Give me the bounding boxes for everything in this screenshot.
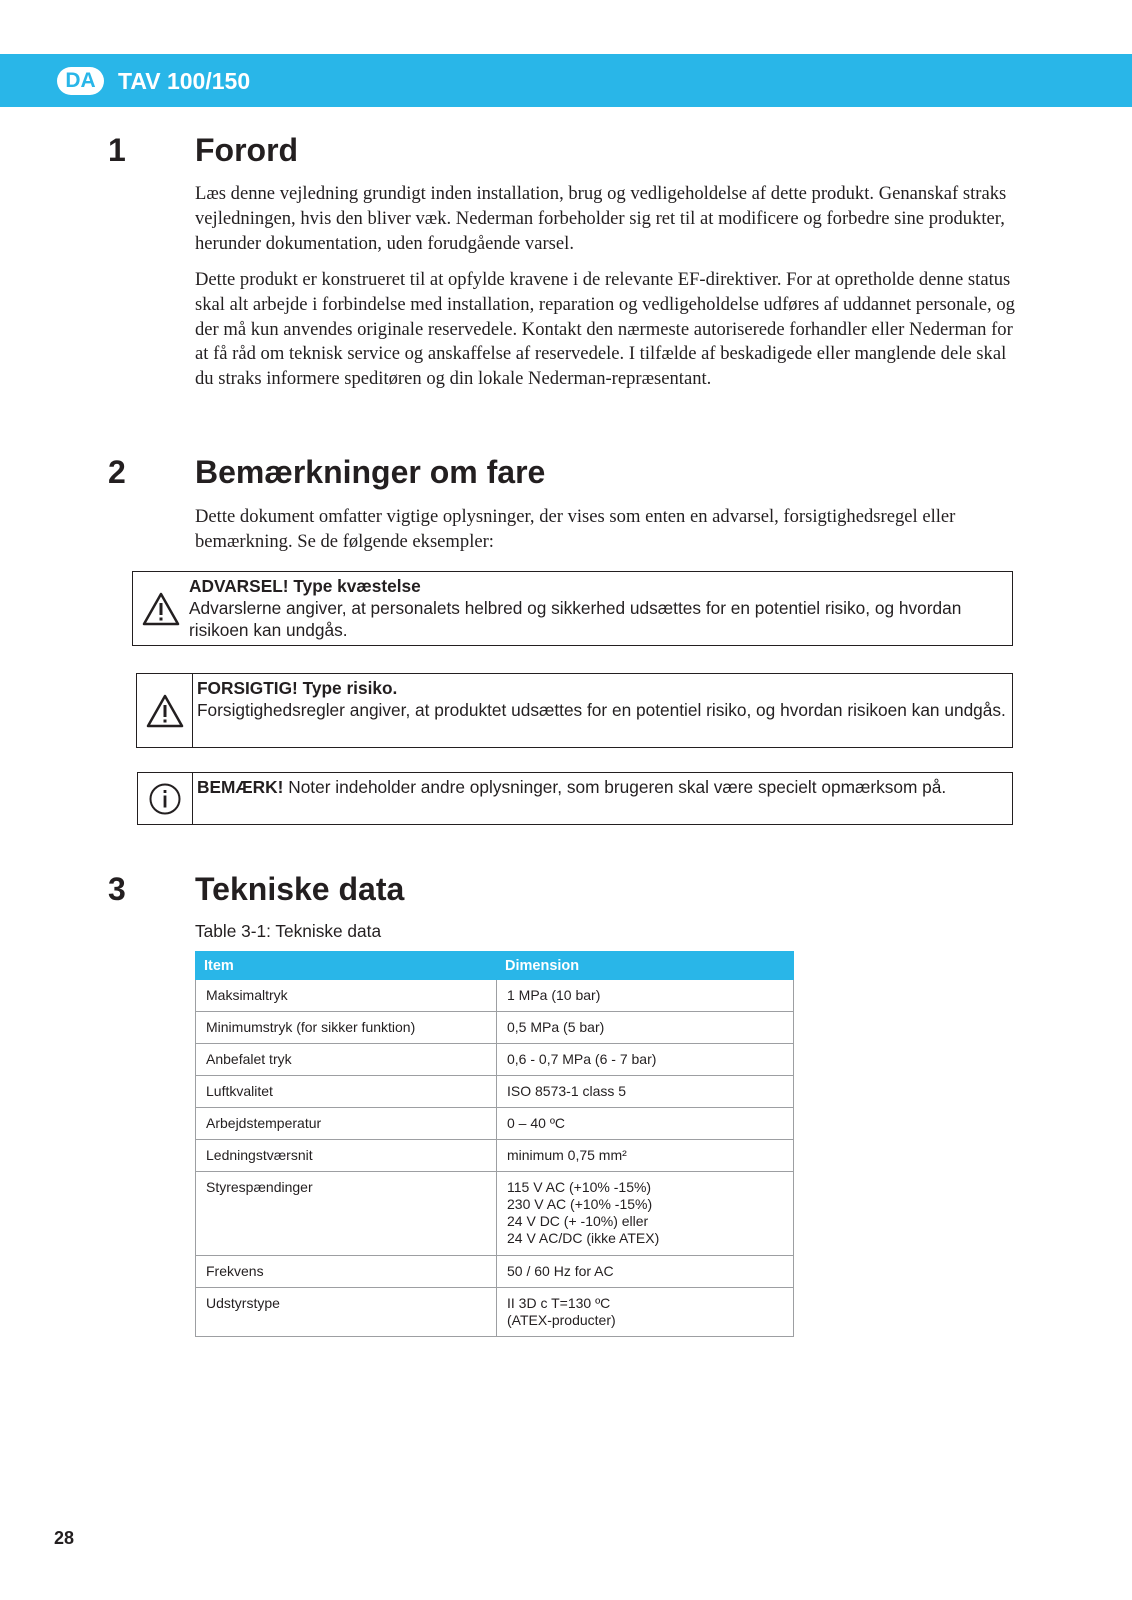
- notice-title: ADVARSEL! Type kvæstelse: [189, 576, 421, 596]
- section-number: 3: [108, 871, 126, 907]
- dimension-line: 0,6 - 0,7 MPa (6 - 7 bar): [507, 1051, 657, 1067]
- item-cell: Arbejdstemperatur: [196, 1108, 497, 1140]
- paragraph: Dette produkt er konstrueret til at opfylde kravene i de relevante EF-direktiver. For at opretholde denne status skal alt arbejde i forbindelse med installation, reparation og vedligeholdelse udføres af uddannet personale, og der må kun anvendes originale reservedele. Kontakt den nærmeste autoriserede forhandler eller Nederman for at få råd om teknisk service og anskaffelse af reservedele. I tilfælde af beskadigede eller manglende dele skal du straks informere speditøren og din lokale Nederman-repræsentant.: [195, 269, 1015, 390]
- dimension-cell: [497, 1108, 794, 1140]
- dimension-cell: [497, 1172, 794, 1256]
- item-cell: Frekvens: [196, 1256, 497, 1288]
- dimension-cell: [497, 1012, 794, 1044]
- dimension-line: 50 / 60 Hz for AC: [507, 1263, 614, 1279]
- dimension-line: II 3D c T=130 ºC: [507, 1295, 611, 1311]
- dimension-cell: [497, 1044, 794, 1076]
- notice-text: Noter indeholder andre oplysninger, som brugeren skal være specielt opmærksom på.: [288, 777, 947, 797]
- notice-title: FORSIGTIG! Type risiko.: [197, 678, 398, 698]
- item-cell: Udstyrstype: [196, 1288, 497, 1337]
- dimension-line: 24 V AC/DC (ikke ATEX): [507, 1230, 660, 1246]
- table-row: [196, 1288, 794, 1337]
- table-row: [196, 1012, 794, 1044]
- notice-label: BEMÆRK!: [197, 777, 284, 797]
- dimension-line: 115 V AC (+10% -15%): [507, 1179, 652, 1195]
- table-row: [196, 1076, 794, 1108]
- notice-text: Forsigtighedsregler angiver, at produktet udsættes for en potentiel risiko, og hvordan risikoen kan undgås.: [197, 700, 1006, 720]
- column-header-dimension: Dimension: [497, 952, 794, 980]
- item-cell: Maksimaltryk: [196, 980, 497, 1012]
- section-title: Bemærkninger om fare: [195, 454, 546, 490]
- page-number: 28: [54, 1528, 75, 1548]
- dimension-cell: [497, 1140, 794, 1172]
- section-title: Forord: [195, 132, 299, 168]
- section-title: Tekniske data: [195, 871, 405, 907]
- paragraph: Læs denne vejledning grundigt inden installation, brug og vedligeholdelse af dette produkt. Genanskaf straks vejledningen, hvis den bliver væk. Nederman forbeholder sig ret til at modificere og forbedre sine produkter, herunder dokumentation, uden forudgående varsel.: [195, 183, 1007, 254]
- specs-table: [195, 951, 794, 1337]
- table-header-row: [196, 952, 794, 980]
- dimension-line: ISO 8573-1 class 5: [507, 1083, 627, 1099]
- table-row: [196, 1140, 794, 1172]
- dimension-cell: [497, 1288, 794, 1337]
- section-number: 2: [108, 454, 126, 490]
- item-cell: Anbefalet tryk: [196, 1044, 497, 1076]
- dimension-line: 230 V AC (+10% -15%): [507, 1196, 653, 1212]
- table-row: [196, 1044, 794, 1076]
- document-title: TAV 100/150: [118, 68, 251, 94]
- note-notice: [137, 772, 1013, 825]
- dimension-line: 24 V DC (+ -10%) eller: [507, 1213, 649, 1229]
- item-cell: Ledningstværsnit: [196, 1140, 497, 1172]
- table-caption: Table 3-1: Tekniske data: [195, 921, 382, 941]
- paragraph: Dette dokument omfatter vigtige oplysninger, der vises som enten en advarsel, forsigtighedsregel eller bemærkning. Se de følgende eksempler:: [195, 506, 956, 552]
- warning-triangle-icon: [137, 674, 193, 747]
- caution-notice: [136, 673, 1013, 748]
- item-cell: Styrespændinger: [196, 1172, 497, 1256]
- dimension-cell: [497, 980, 794, 1012]
- item-cell: Minimumstryk (for sikker funktion): [196, 1012, 497, 1044]
- warning-notice: [132, 571, 1013, 646]
- item-cell: Luftkvalitet: [196, 1076, 497, 1108]
- dimension-line: 1 MPa (10 bar): [507, 987, 601, 1003]
- language-badge: DA: [57, 67, 104, 95]
- section-number: 1: [108, 132, 126, 168]
- notice-text: Advarslerne angiver, at personalets helbred og sikkerhed udsættes for en potentiel risiko, og hvordan risikoen kan undgås.: [189, 598, 962, 640]
- warning-triangle-icon: [133, 572, 189, 645]
- table-row: [196, 1256, 794, 1288]
- dimension-line: (ATEX-producter): [507, 1312, 616, 1328]
- info-circle-icon: [138, 773, 193, 824]
- table-row: [196, 1172, 794, 1256]
- dimension-line: minimum 0,75 mm²: [507, 1147, 627, 1163]
- dimension-cell: [497, 1076, 794, 1108]
- table-row: [196, 980, 794, 1012]
- table-row: [196, 1108, 794, 1140]
- dimension-line: 0,5 MPa (5 bar): [507, 1019, 605, 1035]
- column-header-item: Item: [196, 952, 497, 980]
- dimension-line: 0 – 40 ºC: [507, 1115, 566, 1131]
- dimension-cell: [497, 1256, 794, 1288]
